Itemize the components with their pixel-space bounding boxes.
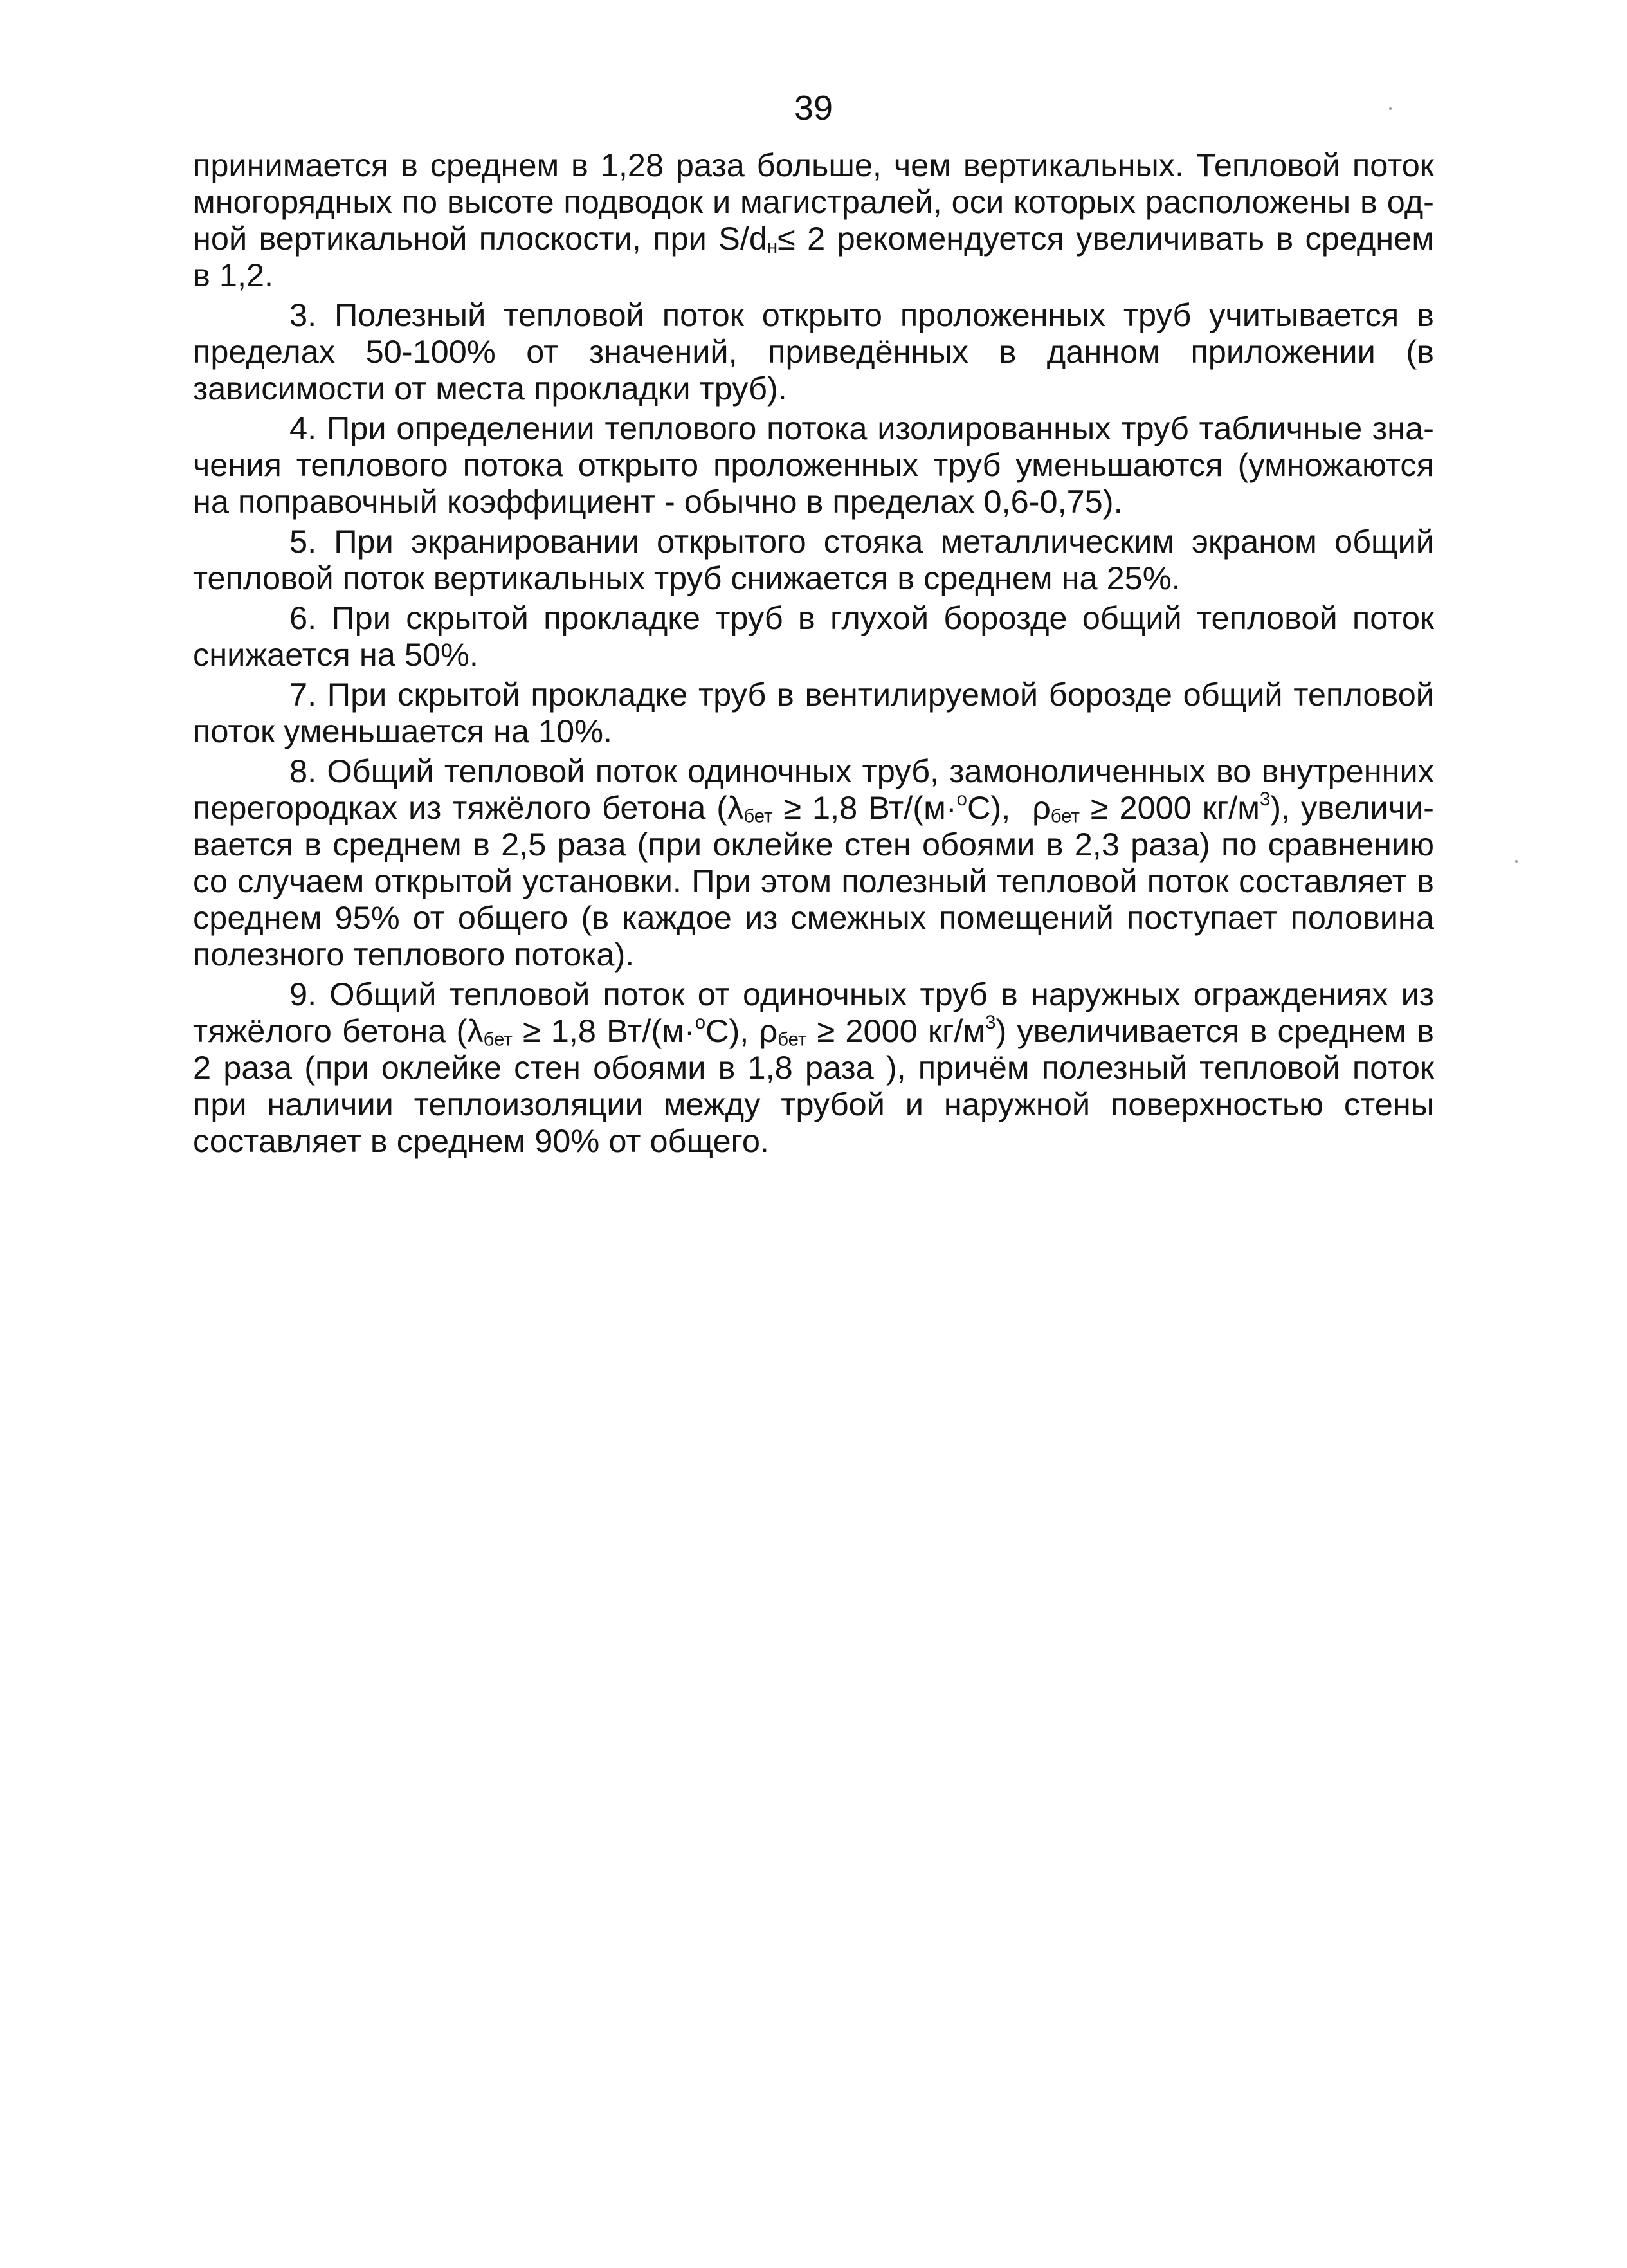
text-run: ≤ 2 рекомендуется увеличивать в среднем в 1,2.: [193, 220, 1434, 293]
subscript: бет: [743, 805, 773, 827]
text-run: 3. Полезный тепловой поток открыто проложенных труб учитывается в пределах 50-100% от значений, приведённых в данном приложении (в зависимости от места прокладки труб).: [193, 297, 1434, 407]
subscript: бет: [483, 1029, 513, 1050]
page-number: 39: [794, 89, 833, 127]
scan-speck: [1515, 860, 1518, 863]
superscript: o: [695, 1011, 705, 1033]
text-run: ≥ 1,8 Вт/(м·: [512, 1012, 695, 1049]
text-run: 8. Общий тепловой поток одиночных труб, замоноличенных во внутренних перегородках из тяжёлого бетона (λ: [193, 753, 1434, 826]
paragraph-item-6: [193, 599, 1434, 673]
paragraph-item-3: [193, 297, 1434, 407]
text-run: C), ρ: [705, 1012, 778, 1049]
text-run: 6. При скрытой прокладке труб в глухой борозде общий тепловой поток снижается на 50%.: [193, 599, 1434, 673]
text-run: 9. Общий тепловой поток от одиночных труб в наружных ограждениях из тяжёлого бетона (λ: [193, 976, 1434, 1049]
paragraph-item-8: [193, 753, 1434, 973]
text-run: ≥ 2000 кг/м: [806, 1012, 986, 1049]
paragraph-item-4: [193, 410, 1434, 520]
subscript: бет: [1050, 805, 1080, 827]
paragraph-continuation: [193, 147, 1434, 293]
paragraph-item-7: [193, 676, 1434, 749]
text-run: C), ρ: [967, 789, 1051, 826]
paragraph-item-9: [193, 976, 1434, 1159]
scan-speck: [1389, 107, 1392, 110]
text-run: ≥ 1,8 Вт/(м·: [772, 789, 957, 826]
superscript: o: [956, 788, 967, 810]
superscript: 3: [985, 1011, 996, 1033]
text-run: 4. При определении теплового потока изолированных труб табличные значения теплового потока открыто проложенных труб уменьшаются (умножаются на поправочный коэффициент - обычно в пределах 0,6-0,75).: [193, 410, 1434, 520]
paragraph-item-5: [193, 523, 1434, 596]
text-run: ), увеличивается в среднем в 2,5 раза (при оклейке стен обоями в 2,3 раза) по сравнению со случаем открытой установки. При этом полезный тепловой поток составляет в среднем 95% от общего (в каждое из смежных помещений поступает половина полезного теплового потока).: [193, 789, 1434, 973]
superscript: 3: [1260, 788, 1271, 810]
text-run: принимается в среднем в 1,28 раза больше, чем вертикальных. Тепловой поток многорядных по высоте подводок и магистралей, оси которых расположены в одной вертикальной плоскости, при S/d: [193, 147, 1434, 257]
subscript: н: [767, 236, 778, 258]
text-body: [193, 147, 1434, 1162]
text-run: 7. При скрытой прокладке труб в вентилируемой борозде общий тепловой поток уменьшается на 10%.: [193, 676, 1434, 749]
text-run: ≥ 2000 кг/м: [1079, 789, 1260, 826]
text-run: 5. При экранировании открытого стояка металлическим экраном общий тепловой поток вертикальных труб снижается в среднем на 25%.: [193, 523, 1434, 596]
subscript: бет: [777, 1029, 807, 1050]
text-run: ) увеличивается в среднем в 2 раза (при оклейке стен обоями в 1,8 раза ), причём полезный тепловой поток при наличии теплоизоляции между трубой и наружной поверхностью стены составляет в среднем 90% от общего.: [193, 1012, 1435, 1159]
